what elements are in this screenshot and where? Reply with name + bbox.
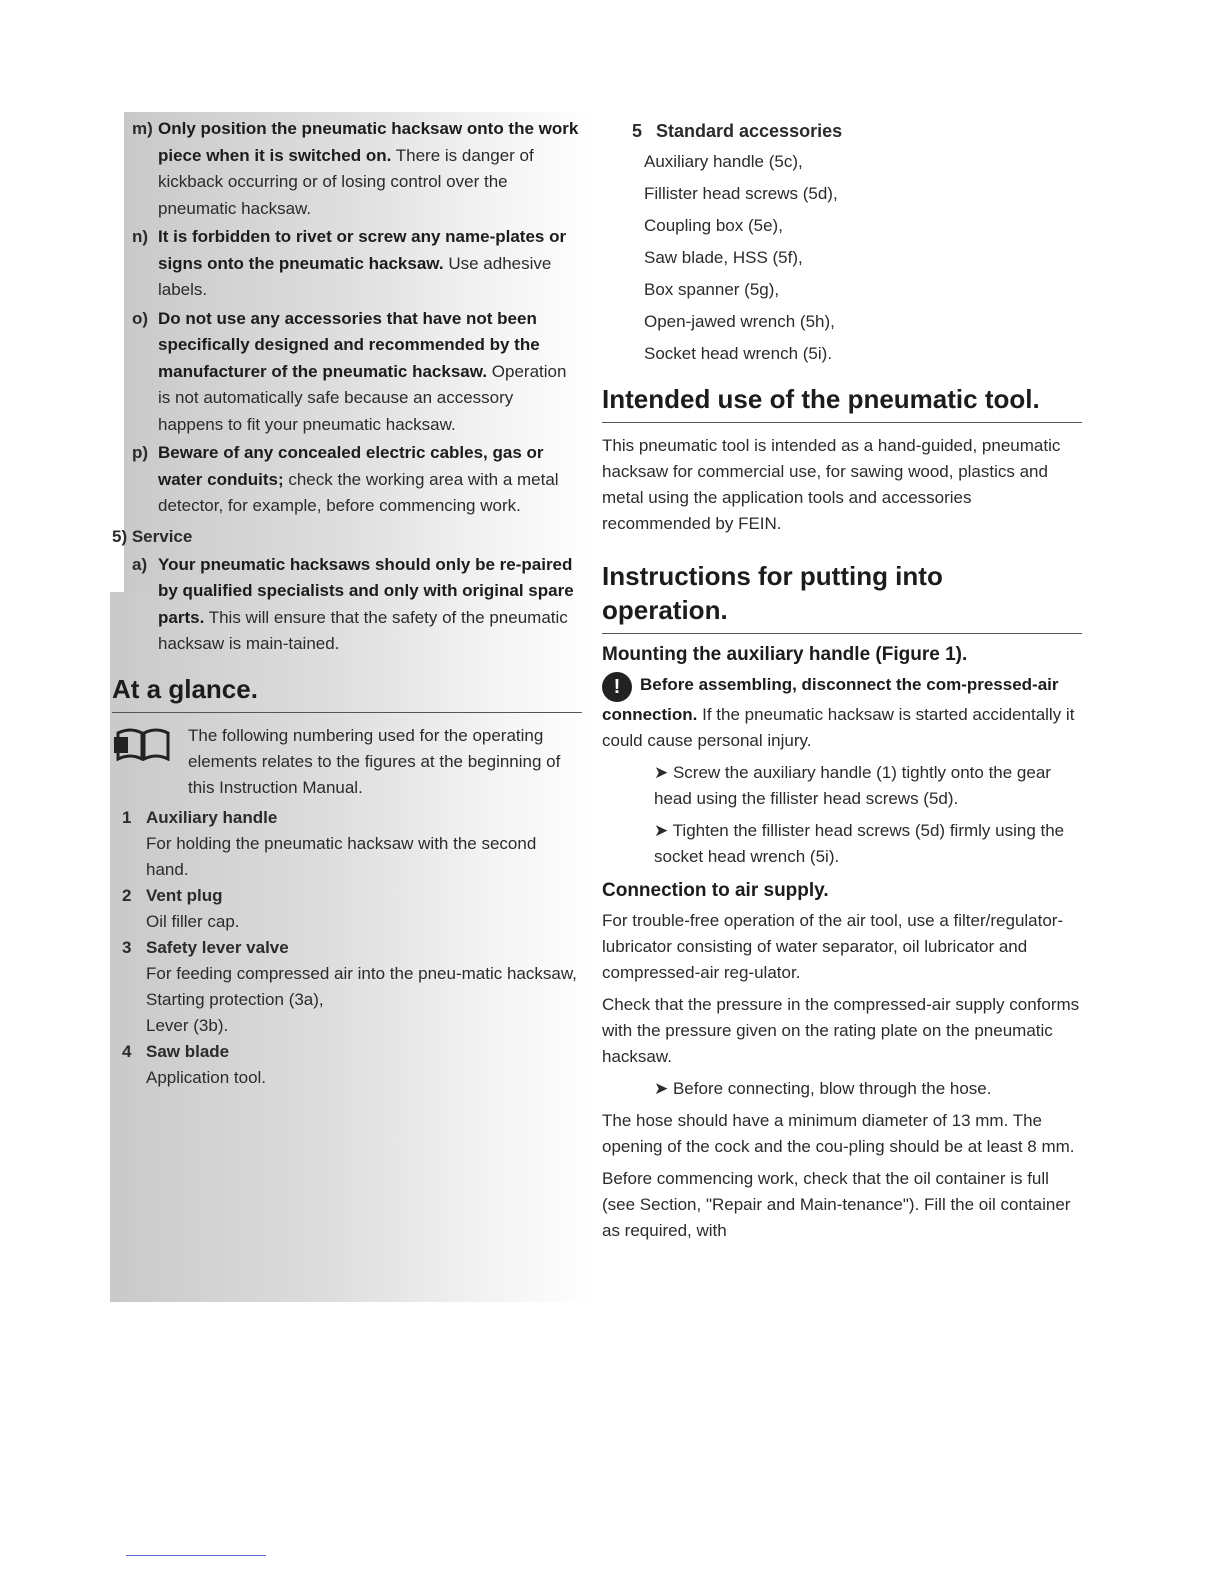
element-title: Vent plug bbox=[146, 885, 223, 905]
item-text: check the working area with a metal detector, for example, before commencing work. bbox=[158, 469, 559, 515]
warning-bold: Before assembling, disconnect the com-pressed-air connection. bbox=[602, 675, 1059, 724]
safety-item-m bbox=[112, 116, 582, 222]
intended-use-text: This pneumatic tool is intended as a hand-guided, pneumatic hacksaw for commercial use, for sawing wood, plastics and metal using the application tools and accessories recommended by FEIN. bbox=[602, 436, 1061, 533]
element-number: 2 bbox=[122, 885, 132, 905]
heading-rule bbox=[602, 633, 1082, 634]
item-text: Operation is not automatically safe because an accessory happens to fit your pneumatic hacksaw. bbox=[158, 361, 567, 434]
accessories-title-text: Standard accessories bbox=[656, 121, 843, 141]
heading-rule bbox=[112, 712, 582, 713]
element-desc: Oil filler cap. bbox=[146, 911, 240, 931]
element-title: Saw blade bbox=[146, 1041, 230, 1061]
element-title: Safety lever valve bbox=[146, 937, 289, 957]
element-title: Auxiliary handle bbox=[146, 807, 278, 827]
item-label: n) bbox=[132, 227, 149, 246]
accessories-title bbox=[602, 116, 1082, 146]
element-number: 1 bbox=[122, 807, 132, 827]
mount-step: ➤ Screw the auxiliary handle (1) tightly onto the gear head using the fillister head screws (5d). bbox=[654, 763, 1051, 808]
item-bold: Only position the pneumatic hacksaw onto the work piece when it is switched on. bbox=[158, 119, 579, 165]
intended-use-heading: Intended use of the pneumatic tool. bbox=[602, 384, 1040, 414]
item-text: Use adhesive labels. bbox=[158, 253, 552, 299]
accessories-number: 5 bbox=[632, 121, 643, 141]
mount-step: ➤ Tighten the fillister head screws (5d) firmly using the socket head wrench (5i). bbox=[654, 821, 1065, 866]
accessory-item: Saw blade, HSS (5f), bbox=[644, 248, 803, 267]
warning-text: If the pneumatic hacksaw is started accidentally it could cause personal injury. bbox=[602, 705, 1075, 750]
at-a-glance-heading: At a glance. bbox=[112, 673, 258, 704]
element-number: 3 bbox=[122, 937, 132, 957]
item-bold: Your pneumatic hacksaws should only be re-paired by qualified specialists and only with original spare parts. bbox=[158, 554, 574, 627]
item-label: m) bbox=[132, 119, 153, 138]
item-label: o) bbox=[132, 308, 149, 328]
connection-paragraph: The hose should have a minimum diameter of 13 mm. The opening of the cock and the cou-pling should be at least 8 mm. bbox=[602, 1111, 1075, 1156]
element-4 bbox=[112, 1039, 582, 1091]
left-column bbox=[112, 116, 582, 1091]
connection-paragraph: Check that the pressure in the compressed-air supply conforms with the pressure given on the rating plate on the pneumatic hacksaw. bbox=[602, 995, 1080, 1066]
element-desc: Application tool. bbox=[146, 1067, 267, 1087]
mounting-heading: Mounting the auxiliary handle (Figure 1). bbox=[602, 644, 968, 665]
element-desc: For holding the pneumatic hacksaw with the second hand. bbox=[146, 833, 537, 879]
element-3 bbox=[112, 935, 582, 1039]
element-3-extra-2: Lever (3b). bbox=[146, 1015, 229, 1035]
right-column bbox=[602, 116, 1082, 1250]
safety-item-o bbox=[112, 306, 582, 439]
service-title: 5) Service bbox=[112, 526, 193, 546]
glance-intro-block bbox=[112, 723, 582, 801]
instructions-heading: Instructions for putting into operation. bbox=[602, 561, 943, 625]
item-text: This will ensure that the safety of the pneumatic hacksaw is main-tained. bbox=[158, 607, 568, 653]
item-label: a) bbox=[132, 554, 148, 574]
heading-rule bbox=[602, 422, 1082, 423]
item-bold: Do not use any accessories that have not been specifically designed and recommended by the manufacturer of the pneumatic hacksaw. bbox=[158, 308, 540, 381]
accessory-item: Socket head wrench (5i). bbox=[644, 344, 833, 363]
safety-item-p bbox=[112, 440, 582, 520]
connection-step: ➤ Before connecting, blow through the hose. bbox=[654, 1079, 992, 1098]
safety-item-n bbox=[112, 224, 582, 304]
accessory-item: Fillister head screws (5d), bbox=[644, 184, 838, 203]
element-desc: For feeding compressed air into the pneu-matic hacksaw, bbox=[146, 963, 577, 983]
item-label: p) bbox=[132, 443, 149, 462]
accessory-item: Box spanner (5g), bbox=[644, 280, 780, 299]
glance-intro-text: The following numbering used for the operating elements relates to the figures at the beginning of this Instruction Manual. bbox=[188, 725, 561, 797]
connection-heading: Connection to air supply. bbox=[602, 880, 829, 901]
accessory-item: Open-jawed wrench (5h), bbox=[644, 312, 835, 331]
element-3-extra-1: Starting protection (3a), bbox=[146, 989, 324, 1009]
open-book-icon bbox=[112, 727, 174, 761]
element-number: 4 bbox=[122, 1041, 132, 1061]
item-bold: Beware of any concealed electric cables, gas or water conduits; bbox=[158, 443, 544, 489]
item-text: There is danger of kickback occurring or of losing control over the pneumatic hacksaw. bbox=[158, 145, 534, 218]
element-2 bbox=[112, 883, 582, 935]
warning-paragraph bbox=[602, 672, 1082, 754]
service-item-a bbox=[112, 552, 582, 658]
accessory-item: Auxiliary handle (5c), bbox=[644, 152, 803, 171]
connection-paragraph: Before commencing work, check that the oil container is full (see Section, "Repair and Main-tenance"). Fill the oil container as required, with bbox=[602, 1169, 1071, 1240]
warning-icon: ! bbox=[602, 672, 632, 702]
element-1 bbox=[112, 805, 582, 883]
item-bold: It is forbidden to rivet or screw any name-plates or signs onto the pneumatic hacksaw. bbox=[158, 227, 567, 273]
accessory-item: Coupling box (5e), bbox=[644, 216, 783, 235]
footer-rule bbox=[126, 1555, 266, 1556]
connection-paragraph: For trouble-free operation of the air tool, use a filter/regulator-lubricator consisting of water separator, oil lubricator and compressed-air reg-ulator. bbox=[602, 911, 1064, 982]
